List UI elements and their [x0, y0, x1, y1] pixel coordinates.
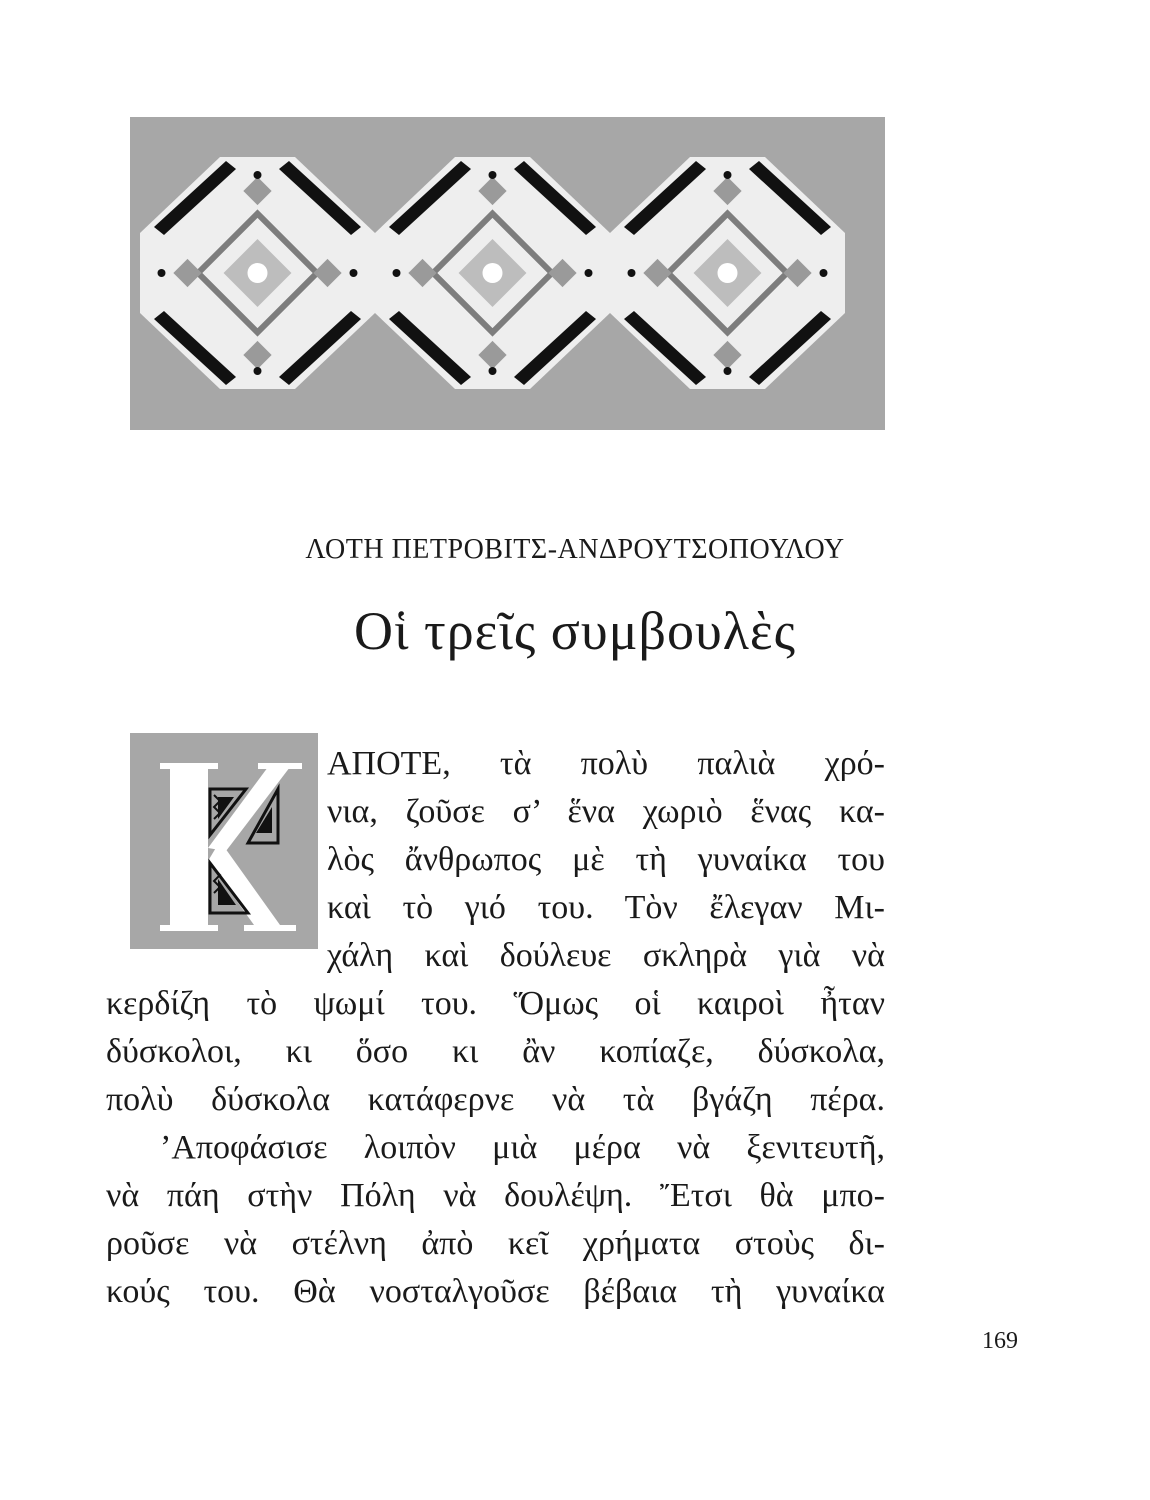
text-line: χάλη καὶ δούλευε σκληρὰ γιὰ νὰ	[327, 937, 885, 974]
author-name: ΛΟΤΗ ΠΕΤΡΟΒΙΤΣ-ΑΝΔΡΟΥΤΣΟΠΟΥΛΟΥ	[305, 534, 845, 565]
text-line: καὶ τὸ γιό του. Τὸν ἔλεγαν Μι-	[327, 889, 885, 926]
text-line: ροῦσε νὰ στέλνη ἀπὸ κεῖ χρήματα στοὺς δι-	[106, 1225, 885, 1262]
drop-cap-k-icon	[130, 733, 318, 949]
text-line: δύσκολοι, κι ὅσο κι ἂν κοπίαζε, δύσκολα,	[106, 1033, 885, 1070]
story-title: Οἱ τρεῖς συμβουλὲς	[353, 601, 796, 661]
text-line: ’Αποφάσισε λοιπὸν μιὰ μέρα νὰ ξενιτευτῆ,	[160, 1129, 885, 1166]
text-line: πολὺ δύσκολα κατάφερνε νὰ τὰ βγάζη πέρα.	[106, 1081, 885, 1118]
text-line: κερδίζη τὸ ψωμί του. Ὅμως οἱ καιροὶ ἦταν	[106, 985, 885, 1022]
text-line: ΑΠΟΤΕ, τὰ πολὺ παλιὰ χρό-	[327, 745, 885, 782]
page-number: 169	[982, 1328, 1018, 1354]
drop-cap	[130, 733, 318, 949]
text-line: λὸς ἄνθρωπος μὲ τὴ γυναίκα του	[327, 841, 885, 878]
text-line: νια, ζοῦσε σ’ ἕνα χωριὸ ἕνας κα-	[327, 793, 885, 830]
text-line: κούς του. Θὰ νοσταλγοῦσε βέβαια τὴ γυναίκα	[106, 1273, 885, 1310]
text-line: νὰ πάη στὴν Πόλη νὰ δουλέψη. Ἔτσι θὰ μπο-	[106, 1177, 885, 1214]
embroidery-pattern-icon	[130, 117, 885, 430]
embroidery-banner	[130, 117, 885, 430]
